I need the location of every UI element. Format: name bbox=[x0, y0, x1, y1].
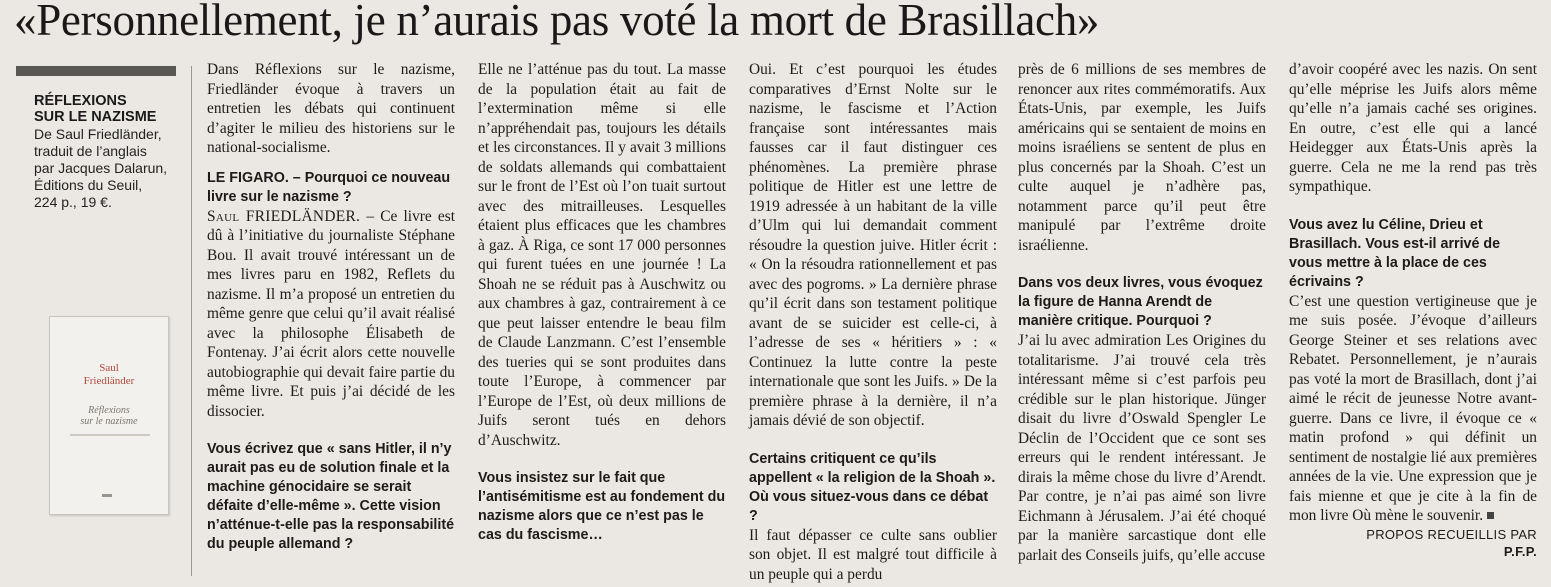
intro-paragraph: Dans Réflexions sur le nazisme, Friedländer évoque à travers un entretien les débats qui continuent d’agiter le milieu des historiens sur le national-socialisme. bbox=[207, 61, 455, 156]
book-detail-line: De Saul Friedländer, bbox=[34, 126, 162, 142]
book-cover-publisher-mark bbox=[102, 494, 112, 497]
book-title-line: SUR LE NAZISME bbox=[34, 109, 157, 125]
book-cover-author bbox=[50, 362, 168, 388]
interview-question: Vous avez lu Céline, Drieu et Brasillach. Vous est-il arrivé de vous mettre à la place de ces écrivains ? bbox=[1289, 216, 1501, 290]
byline-name bbox=[1289, 543, 1537, 560]
interview-answer: Oui. Et c’est pourquoi les études comparatives d’Ernst Nolte sur le nazisme, le fascisme et l’Action française sont intéressantes mais fausses car il faut distinguer ces phénomènes. La première phrase politique de Hitler est une lettre de 1919 adressée à un habitant de la ville d’Ulm qui lui demandait comment résoudre la question juive. Hitler écrit : « On la résoudra rationnellement et pas avec des pogroms. » La dernière phrase qu’il écrit dans son testament politique avant de se suicider est celle-ci, à l’adresse de ses « héritiers » : « Continuez la lutte contre la peste internationale que sont les Juifs. » De la première phrase à la dernière, il n’a jamais dévié de son objectif. bbox=[749, 61, 997, 429]
article-column-5 bbox=[1289, 60, 1537, 560]
interview-answer: près de 6 millions de ses membres de renoncer aux rites commémoratifs. Aux États-Unis, par exemple, les Juifs américains qui se sentaient de moins en moins israéliens se sentent de plus en plus concernés par la Shoah. C’est un culte auquel je n’adhère pas, notamment parce qu’il peut être manipulé par l’extrême droite israélienne. bbox=[1018, 61, 1266, 254]
answer-text: – Ce livre est dû à l’initiative du journaliste Stéphane Bou. Il avait trouvé intéressant un de mes livres paru en 1982, Reflets du nazisme. Il m’a proposé un entretien du même genre que celui qu’il avait réalisé avec la philosophe Élisabeth de Fontenay. J’ai écrit alors cette nouvelle autobiographie qui devait faire partie du même livre. Et puis j’ai décidé de les dissocier. bbox=[207, 207, 456, 420]
article-column-4 bbox=[1018, 60, 1266, 565]
interview-question: Vous écrivez que « sans Hitler, il n’y aurait pas eu de solution finale et la machine génocidaire se serait défaite d’elle-même ». Cette vision n’atténue-t-elle pas la responsabilité du peuple allemand ? bbox=[207, 441, 455, 552]
interview-question: Dans vos deux livres, vous évoquez la figure de Hanna Arendt de manière critique. Pourquoi ? bbox=[1018, 275, 1263, 329]
book-detail-line: traduit de l’anglais bbox=[34, 143, 147, 159]
book-cover-image bbox=[49, 316, 169, 515]
article-column-3 bbox=[749, 60, 997, 584]
book-detail-line: par Jacques Dalarun, bbox=[34, 160, 168, 176]
byline bbox=[1289, 526, 1537, 560]
article-column-2 bbox=[478, 60, 726, 545]
interview-answer bbox=[1289, 292, 1537, 526]
book-cover-title-line: sur le nazisme bbox=[80, 416, 138, 427]
interview-question: Certains critiquent ce qu’ils appellent « la religion de la Shoah ». Où vous situez-vous dans ce débat ? bbox=[749, 450, 996, 524]
book-title-line: RÉFLEXIONS bbox=[34, 93, 127, 109]
book-details bbox=[34, 126, 194, 211]
book-cover-title bbox=[50, 405, 168, 427]
article-column-1 bbox=[207, 60, 455, 554]
book-cover-author-line: Friedländer bbox=[83, 375, 135, 387]
book-detail-line: 224 p., 19 €. bbox=[34, 194, 112, 210]
byline-label: PROPOS RECUEILLIS PAR bbox=[1366, 526, 1537, 542]
interview-question: LE FIGARO. – Pourquoi ce nouveau livre sur le nazisme ? bbox=[207, 169, 451, 205]
interview-question: Vous insistez sur le fait que l’antisémitisme est au fondement du nazisme alors que ce n’est pas le cas du fascisme… bbox=[478, 470, 726, 543]
interview-answer: Il faut dépasser ce culte sans oublier son objet. Il est malgré tout difficile à un peuple qui a perdu bbox=[749, 526, 997, 583]
book-info-box bbox=[16, 66, 192, 576]
end-mark-icon bbox=[1487, 512, 1494, 519]
interview-answer: Elle ne l’atténue pas du tout. La masse de la population était au fait de l’extermination même si elle n’appréhendait pas, toujours les détails et les circonstances. Il y avait 3 millions de soldats allemands qui combattaient sur le front de l’Est où l’on tuait surtout avec des mitrailleuses. Lesquelles étaient plus efficaces que les chambres à gaz. À Riga, ce sont 17 000 personnes qui furent tuées en une journée ! La Shoah ne se réduit pas à Auschwitz ou aux chambres à gaz, contrairement à ce que peut laisser entendre le beau film de Claude Lanzmann. C’est l’ensemble des tueries qui se sont produites dans toute l’Europe, à commencer par l’Europe de l’Est, où deux millions de Juifs seront tués en dehors d’Auschwitz. bbox=[478, 61, 726, 449]
headline: «Personnellement, je n’aurais pas voté la mort de Brasillach» bbox=[14, 0, 1100, 45]
book-cover-title-line: Réflexions bbox=[88, 405, 130, 416]
book-detail-line: Éditions du Seuil, bbox=[34, 177, 143, 193]
interview-answer bbox=[207, 207, 455, 422]
book-cover-subtitle-rule bbox=[70, 434, 150, 436]
box-top-rule bbox=[16, 66, 176, 76]
answer-text: C’est une question vertigineuse que je me suis posée. J’évoque d’ailleurs George Steiner et ses relations avec Rebatet. Personnellement, je n’aurais pas voté la mort de Brasillach, dont j’ai aimé le récit de jeunesse Notre avant-guerre. Dans ce livre, il évoque ce « matin profond » qui définit un sentiment de nostalgie lié aux premières années de la vie. Une expression que je fais mienne et que je cite à la fin de mon livre Où mène le souvenir. bbox=[1289, 292, 1537, 524]
interview-answer: d’avoir coopéré avec les nazis. On sent qu’elle méprise les Juifs alors même qu’elle n’a jamais caché ses origines. En outre, c’est elle qui a lancé Heidegger aux États-Unis après la guerre. Cela ne me la rend pas très sympathique. bbox=[1289, 61, 1537, 195]
speaker-name: Saul FRIEDLÄNDER. bbox=[207, 207, 361, 225]
book-cover-author-line: Saul bbox=[99, 362, 119, 374]
book-title bbox=[34, 93, 184, 125]
byline-initials: P.F.P. bbox=[1503, 543, 1537, 559]
interview-answer: J’ai lu avec admiration Les Origines du totalitarisme. J’ai trouvé cela très intéressant même si c’est parfois peu crédible sur le plan historique. Jünger disait du livre d’Oswald Spengler Le Déclin de l’Occident que ce sont ses erreurs qui le rendent intéressant. Je dirais la même chose du livre d’Arendt. Par contre, je n’ai pas aimé son livre Eichmann à Jérusalem. J’ai été choqué par la manière sarcastique dont elle parlait des Conseils juifs, qu’elle accuse bbox=[1018, 332, 1266, 564]
